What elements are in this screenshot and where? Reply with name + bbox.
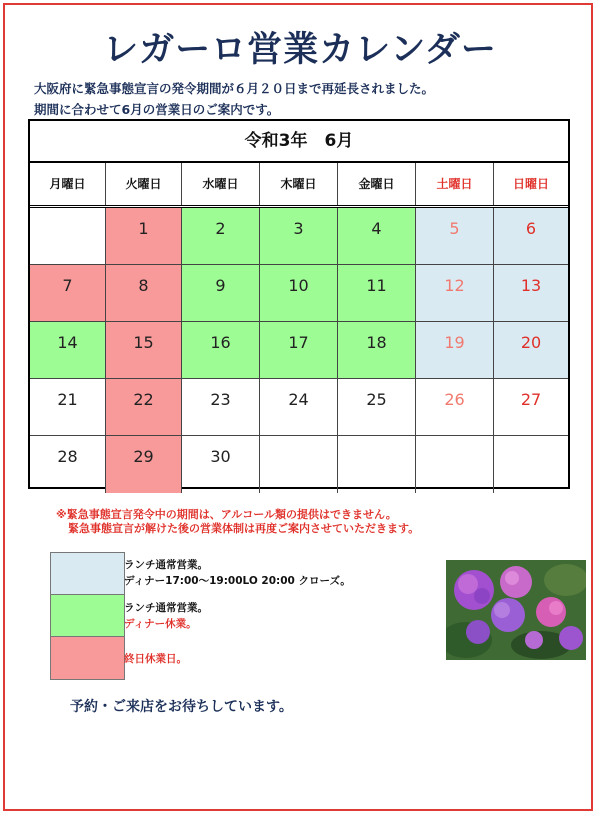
calendar-day-cell <box>182 208 260 265</box>
day-number: 15 <box>133 333 154 352</box>
calendar-day-cell <box>416 379 494 436</box>
calendar-day-cell <box>494 322 568 379</box>
calendar-day-cell <box>106 265 182 322</box>
calendar-heading: 令和3年 6月 <box>30 121 568 163</box>
day-number: 20 <box>520 333 542 352</box>
day-number: 7 <box>62 276 73 295</box>
page-title: レガーロ営業カレンダー <box>103 30 497 70</box>
legend-blue-line-1: ランチ通常営業。 <box>124 559 208 571</box>
calendar-day-cell <box>338 322 416 379</box>
day-number: 5 <box>449 219 460 238</box>
calendar-day-cell <box>416 436 494 493</box>
calendar-day-cell <box>30 265 106 322</box>
day-number: 17 <box>288 333 309 352</box>
calendar-day-cell <box>106 379 182 436</box>
calendar-day-cell <box>182 322 260 379</box>
legend-text-lunch-only <box>124 600 208 632</box>
weekday-header: 土曜日 <box>416 163 494 205</box>
calendar-day-cell <box>338 436 416 493</box>
weekday-header: 木曜日 <box>260 163 338 205</box>
legend-red-line-1: 終日休業日。 <box>124 653 187 665</box>
calendar-day-cell <box>338 208 416 265</box>
legend-green-line-2: ディナー休業。 <box>124 618 197 630</box>
calendar-day-cell <box>182 379 260 436</box>
calendar-day-cell <box>30 436 106 493</box>
day-number: 30 <box>210 447 231 466</box>
day-number: 18 <box>366 333 387 352</box>
calendar-day-cell <box>30 322 106 379</box>
day-number: 14 <box>57 333 78 352</box>
day-number: 12 <box>444 276 465 295</box>
calendar-day-cell <box>416 208 494 265</box>
intro-line-1: 大阪府に緊急事態宣言の発令期間が６月２０日まで再延長されました。 <box>34 81 435 96</box>
calendar-day-cell <box>106 322 182 379</box>
day-number: 28 <box>57 447 78 466</box>
calendar-day-cell <box>416 322 494 379</box>
day-number: 9 <box>215 276 226 295</box>
day-number: 2 <box>215 219 226 238</box>
legend-green-line-1: ランチ通常営業。 <box>124 602 208 614</box>
day-number: 11 <box>366 276 387 295</box>
day-number: 26 <box>444 390 465 409</box>
calendar-day-cell <box>494 265 568 322</box>
weekday-header: 火曜日 <box>106 163 182 205</box>
weekday-header: 月曜日 <box>30 163 106 205</box>
day-number: 13 <box>520 276 542 295</box>
day-number: 6 <box>525 219 537 238</box>
day-number: 10 <box>288 276 309 295</box>
day-number: 23 <box>210 390 231 409</box>
day-number: 24 <box>288 390 309 409</box>
legend-text-closed <box>124 651 187 667</box>
calendar-day-cell <box>494 379 568 436</box>
legend-swatch-lunch-dinner <box>51 553 124 595</box>
calendar-day-cell <box>182 436 260 493</box>
legend <box>50 552 125 680</box>
calendar-day-cell <box>494 436 568 493</box>
day-number: 8 <box>138 276 149 295</box>
calendar-day-cell <box>494 208 568 265</box>
day-number: 27 <box>520 390 542 409</box>
alcohol-note: ※緊急事態宣言発令中の期間は、アルコール類の提供はできません。 <box>56 508 397 521</box>
business-note: 緊急事態宣言が解けた後の営業体制は再度ご案内させていただきます。 <box>68 522 420 535</box>
calendar-day-cell <box>260 322 338 379</box>
calendar-day-cell <box>338 265 416 322</box>
calendar-table <box>28 119 570 489</box>
calendar-day-cell <box>260 436 338 493</box>
legend-swatch-lunch-only <box>51 595 124 637</box>
day-number: 16 <box>210 333 231 352</box>
calendar-day-cell <box>182 265 260 322</box>
day-number: 21 <box>57 390 78 409</box>
calendar-day-cell <box>106 208 182 265</box>
calendar-day-cell <box>260 208 338 265</box>
weekday-header: 日曜日 <box>512 177 549 191</box>
calendar-day-cell <box>106 436 182 493</box>
day-number: 19 <box>444 333 465 352</box>
hydrangea-photo <box>446 560 586 660</box>
legend-text-lunch-dinner <box>124 557 351 589</box>
legend-blue-line-2: ディナー17:00～19:00LO 20:00 クローズ。 <box>124 575 351 587</box>
calendar-day-cell <box>30 379 106 436</box>
day-number: 22 <box>133 390 154 409</box>
intro-line-2: 期間に合わせて6月の営業日のご案内です。 <box>34 102 280 117</box>
day-number: 25 <box>366 390 387 409</box>
weekday-header: 水曜日 <box>182 163 260 205</box>
day-number: 3 <box>293 219 304 238</box>
closing-message: 予約・ご来店をお待ちしています。 <box>70 699 293 715</box>
day-number: 4 <box>371 219 382 238</box>
day-number: 1 <box>138 219 149 238</box>
weekday-header: 金曜日 <box>338 163 416 205</box>
calendar-day-cell <box>260 265 338 322</box>
calendar-day-cell <box>30 208 106 265</box>
calendar-day-cell <box>338 379 416 436</box>
calendar-day-cell <box>416 265 494 322</box>
legend-swatch-closed <box>51 637 124 679</box>
calendar-day-cell <box>260 379 338 436</box>
day-number: 29 <box>133 447 154 466</box>
